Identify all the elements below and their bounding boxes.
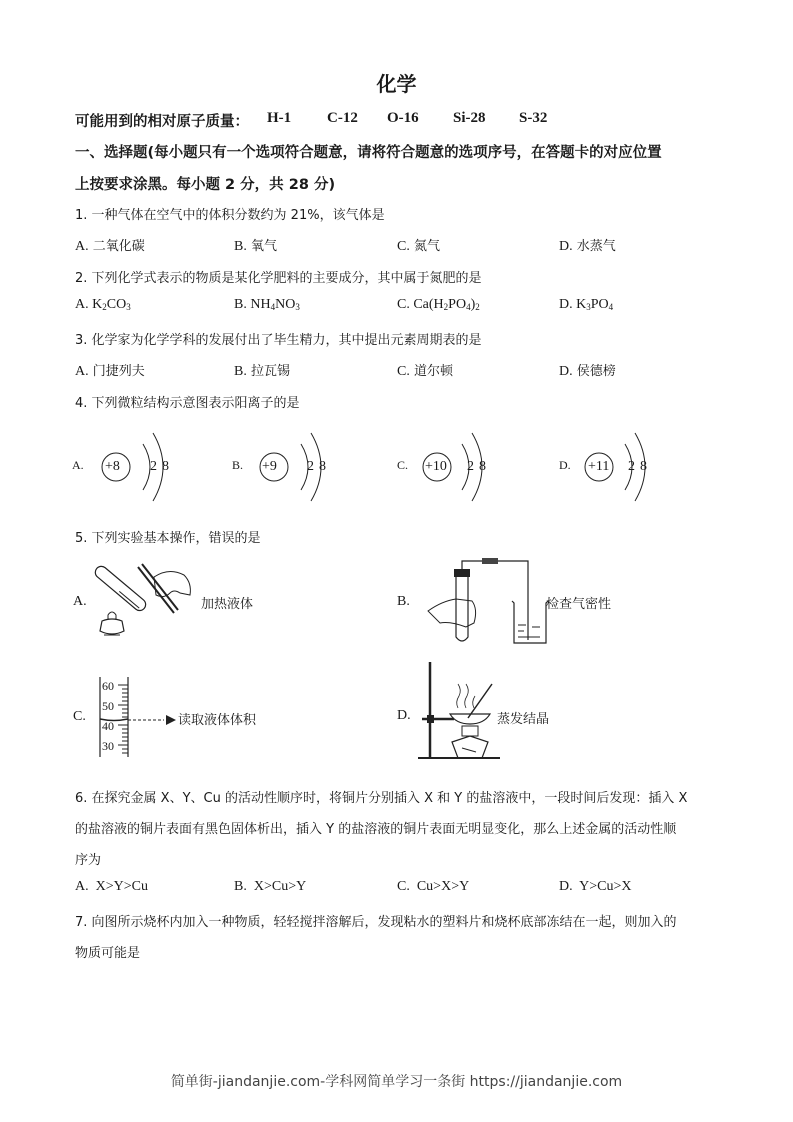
atomic-mass-label: 可能用到的相对原子质量： bbox=[75, 114, 249, 130]
formula-k3po4: $K_3PO_4$ bbox=[576, 297, 614, 312]
q5-option-d[interactable]: D. 蒸发结晶 bbox=[396, 662, 596, 762]
mass-c: C-12 bbox=[327, 110, 358, 126]
mass-s: S-32 bbox=[519, 110, 548, 126]
formula-ca-h2po4-2: $Ca(H_2PO_4)_2$ bbox=[413, 297, 480, 312]
question-7-stem-line2: 物质可能是 bbox=[75, 946, 141, 961]
q3-option-d[interactable]: D. 侯德榜 bbox=[559, 364, 616, 379]
q5-option-b[interactable]: B. 检查气密性 bbox=[396, 555, 656, 650]
q1-option-b[interactable]: B. 氧气 bbox=[234, 239, 277, 254]
q3-option-b[interactable]: B. 拉瓦锡 bbox=[234, 364, 290, 379]
q1-option-c[interactable]: C. 氮气 bbox=[397, 239, 440, 254]
mass-h: H-1 bbox=[267, 110, 292, 126]
question-1-stem: 1. 一种气体在空气中的体积分数约为 21%，该气体是 bbox=[75, 208, 385, 223]
q1-option-d[interactable]: D. 水蒸气 bbox=[559, 239, 616, 254]
q6-option-a[interactable]: A. X>Y>Cu bbox=[75, 879, 148, 894]
atomic-mass-line bbox=[75, 110, 735, 130]
question-4-stem: 4. 下列微粒结构示意图表示阳离子的是 bbox=[75, 396, 300, 411]
evaporation-diagram bbox=[410, 662, 510, 762]
mass-o: O-16 bbox=[387, 110, 419, 126]
section-header-line1: 一、选择题(每小题只有一个选项符合题意，请将符合题意的选项序号，在答题卡的对应位置 bbox=[75, 145, 662, 161]
question-7-stem-line1: 7. 向图所示烧杯内加入一种物质，轻轻搅拌溶解后，发现粘水的塑料片和烧杯底部冻结在一起，则加入的 bbox=[75, 915, 677, 930]
q3-option-a[interactable]: A. 门捷列夫 bbox=[75, 364, 145, 379]
page-title: 化学 bbox=[376, 72, 417, 96]
formula-k2co3: $K_2CO_3$ bbox=[92, 297, 131, 312]
q1-option-a[interactable]: A. 二氧化碳 bbox=[75, 239, 145, 254]
q6-option-d[interactable]: D. Y>Cu>X bbox=[559, 879, 632, 894]
mass-si: Si-28 bbox=[453, 110, 486, 126]
q6-option-c[interactable]: C. Cu>X>Y bbox=[397, 879, 470, 894]
q2-option-a[interactable]: A. $K_2CO_3$ bbox=[75, 297, 131, 312]
heating-liquid-diagram bbox=[94, 555, 204, 645]
airtightness-check-diagram bbox=[422, 555, 552, 650]
section-header-line2: 上按要求涂黑。每小题 2 分，共 28 分) bbox=[75, 177, 336, 193]
question-2-stem: 2. 下列化学式表示的物质是某化学肥料的主要成分，其中属于氮肥的是 bbox=[75, 271, 482, 286]
question-5-stem: 5. 下列实验基本操作，错误的是 bbox=[75, 531, 261, 546]
question-6-stem-line3: 序为 bbox=[75, 853, 102, 868]
formula-nh4no3: $NH_4NO_3$ bbox=[250, 297, 300, 312]
q5-option-a[interactable]: A. 加热液体 bbox=[72, 555, 272, 645]
q2-option-b[interactable]: B. $NH_4NO_3$ bbox=[234, 297, 300, 312]
question-6-stem-line1: 6. 在探究金属 X、Y、Cu 的活动性顺序时，将铜片分别插入 X 和 Y 的盐溶液中，一段时间后发现：插入 X bbox=[75, 791, 688, 806]
q2-option-d[interactable]: D. $K_3PO_4$ bbox=[559, 297, 614, 312]
q3-option-c[interactable]: C. 道尔顿 bbox=[397, 364, 453, 379]
question-6-stem-line2: 的盐溶液的铜片表面有黑色固体析出，插入 Y 的盐溶液的铜片表面无明显变化，那么上述金属的活动性顺 bbox=[75, 822, 677, 837]
q5-option-c[interactable]: C. 60 50 40 30 读取液体体积 bbox=[72, 675, 302, 760]
footer-watermark: 简单街-jiandanjie.com-学科网简单学习一条街 https://jiandanjie.com bbox=[170, 1074, 623, 1090]
q2-option-c[interactable]: C. $Ca(H_2PO_4)_2$ bbox=[397, 297, 480, 312]
question-3-stem: 3. 化学家为化学学科的发展付出了毕生精力，其中提出元素周期表的是 bbox=[75, 333, 482, 348]
q6-option-b[interactable]: B. X>Cu>Y bbox=[234, 879, 307, 894]
